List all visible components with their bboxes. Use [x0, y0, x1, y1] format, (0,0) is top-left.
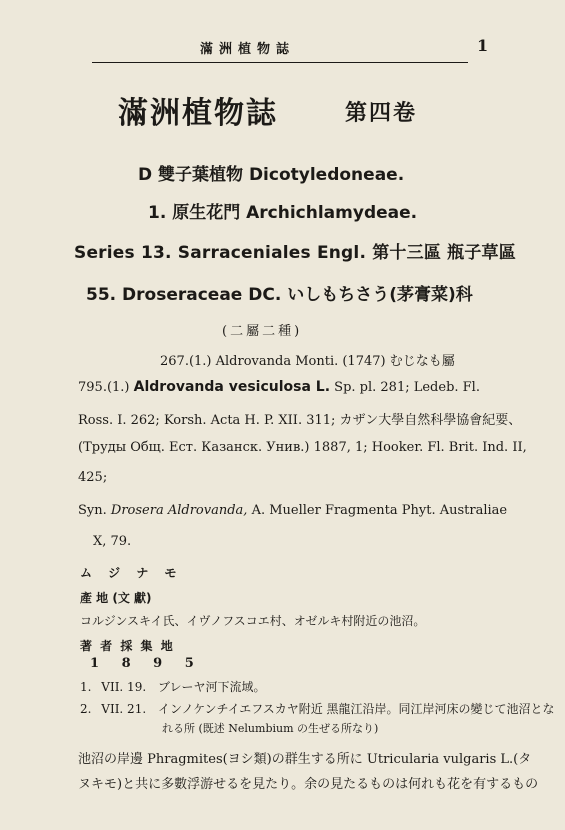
paragraph-line-2: ヌキモ)と共に多數浮游せるを見たり。余の見たるものは何れも花を有するもの: [78, 777, 539, 792]
species-ref-1: Sp. pl. 281; Ledeb. Fl.: [334, 380, 480, 395]
header-rule: [92, 62, 468, 63]
record-1-number: 1.: [80, 680, 92, 694]
subclass-heading: 1. 原生花門 Archichlamydeae.: [148, 203, 418, 223]
synonym-label: Syn.: [78, 503, 107, 518]
record-2-text-cont: れる所 (既述 Nelumbium の生ぜる所なり): [162, 722, 379, 735]
habitat-label: 產 地 (文 獻): [80, 591, 152, 605]
record-1-date: VII. 19.: [101, 680, 147, 694]
genus-heading: 267.(1.) Aldrovanda Monti. (1747) むじなも屬: [160, 354, 455, 369]
record-2-date: VII. 21.: [101, 702, 147, 716]
record-2: [80, 700, 555, 717]
species-ref-3: (Труды Общ. Ест. Казанск. Унив.) 1887, 1; Hooker. Fl. Brit. Ind. II,: [78, 440, 527, 455]
japanese-name: ム ジ ナ モ: [80, 566, 183, 580]
collection-year: 1 8 9 5: [90, 656, 203, 671]
species-line-1: [78, 379, 480, 395]
division-heading: D 雙子葉植物 Dicotyledoneae.: [138, 165, 405, 185]
running-title: 滿洲植物誌: [200, 42, 296, 57]
volume-label: 第四卷: [345, 100, 418, 126]
species-number: 795.(1.): [78, 380, 130, 395]
species-ref-2: Ross. I. 262; Korsh. Acta H. P. XII. 311; カザン大學自然科學協會紀要、: [78, 413, 522, 428]
synonym-line: [78, 503, 507, 518]
record-2-number: 2.: [80, 702, 92, 716]
series-heading: Series 13. Sarraceniales Engl. 第十三區 瓶子草區: [74, 243, 516, 263]
record-2-text: インノケンチイエフスカヤ附近 黑龍江沿岸。同江岸河床の變じて池沼とな: [157, 702, 555, 716]
genus-species-count: (二屬二種): [222, 324, 303, 339]
synonym-ref-1: A. Mueller Fragmenta Phyt. Australiae: [251, 503, 508, 518]
habitat-text: コルジンスキイ氏、イヴノフスコエ村、オゼルキ村附近の池沼。: [80, 614, 426, 628]
record-1-text: ブレーヤ河下流域。: [157, 680, 266, 694]
species-ref-4: 425;: [78, 470, 108, 485]
synonym-ref-2: X, 79.: [93, 534, 132, 549]
page-number: 1: [477, 36, 489, 55]
paragraph-line-1: 池沼の岸邊 Phragmites(ヨシ類)の群生する所に Utricularia vulgaris L.(タ: [78, 752, 532, 767]
record-1: [80, 678, 266, 695]
species-name: Aldrovanda vesiculosa L.: [133, 379, 331, 395]
collection-label: 著 者 採 集 地: [80, 639, 175, 653]
synonym-name: Drosera Aldrovanda,: [110, 503, 248, 518]
book-title: 滿洲植物誌: [118, 96, 278, 131]
family-heading: 55. Droseraceae DC. いしもちさう(茅膏菜)科: [86, 285, 473, 305]
